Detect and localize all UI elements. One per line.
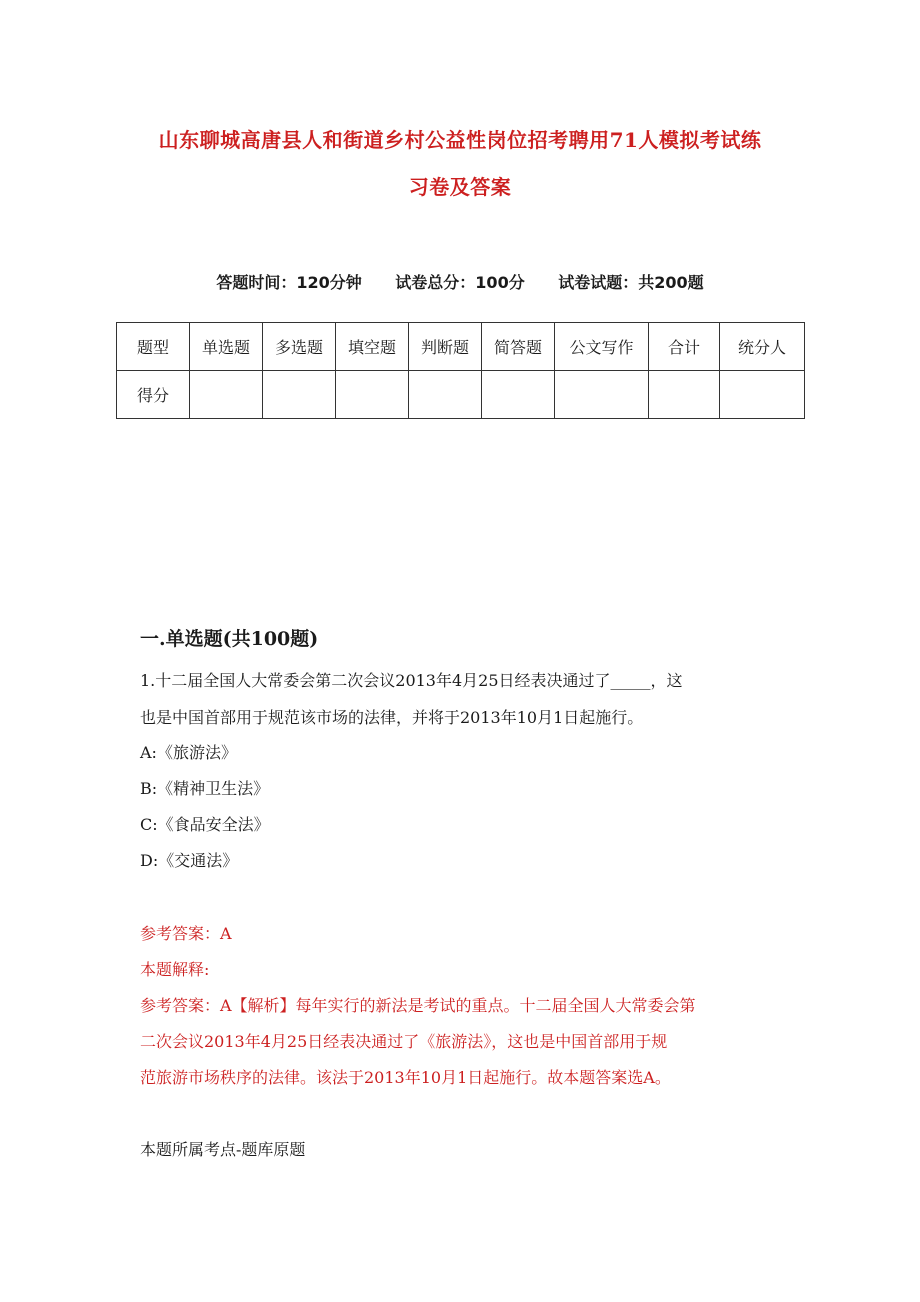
score-table-header: 公文写作 <box>555 323 649 371</box>
explanation-label: 本题解释: <box>140 960 210 979</box>
explanation-line-2: 二次会议2013年4月25日经表决通过了《旅游法》，这也是中国首部用于规 <box>140 1032 668 1051</box>
document-title-line-1: 山东聊城高唐县人和街道乡村公益性岗位招考聘用71人模拟考试练 <box>158 128 762 152</box>
score-cell <box>263 371 336 419</box>
score-table-header-row <box>117 323 805 371</box>
score-cell <box>720 371 805 419</box>
score-table-row <box>117 371 805 419</box>
score-table-header: 单选题 <box>190 323 263 371</box>
score-table-header: 题型 <box>117 323 190 371</box>
score-table <box>116 322 805 419</box>
option-d: D:《交通法》 <box>140 851 239 870</box>
score-cell <box>555 371 649 419</box>
option-c: C:《食品安全法》 <box>140 815 270 834</box>
explanation-line-3: 范旅游市场秩序的法律。该法于2013年10月1日起施行。故本题答案选A。 <box>140 1068 671 1087</box>
document-title-line-2: 习卷及答案 <box>408 175 512 199</box>
score-cell <box>190 371 263 419</box>
question-text-line-2: 也是中国首部用于规范该市场的法律，并将于2013年10月1日起施行。 <box>140 708 644 727</box>
score-table-header: 多选题 <box>263 323 336 371</box>
exam-time: 答题时间：120分钟 <box>216 273 362 292</box>
explanation-line-1: 参考答案：A【解析】每年实行的新法是考试的重点。十二届全国人大常委会第 <box>140 996 696 1015</box>
exam-meta <box>0 270 920 293</box>
topic-note: 本题所属考点-题库原题 <box>140 1140 306 1159</box>
score-cell <box>649 371 720 419</box>
section-title: 一.单选题(共100题) <box>140 628 319 650</box>
exam-question-count: 试卷试题：共200题 <box>558 273 704 292</box>
question-text-line-1: 1.十二届全国人大常委会第二次会议2013年4月25日经表决通过了_____，这 <box>140 671 683 690</box>
score-table-header: 简答题 <box>482 323 555 371</box>
score-table-header: 统分人 <box>720 323 805 371</box>
score-cell <box>482 371 555 419</box>
score-table-header: 填空题 <box>336 323 409 371</box>
exam-total-score: 试卷总分：100分 <box>395 273 525 292</box>
score-cell <box>409 371 482 419</box>
reference-answer: 参考答案：A <box>140 924 232 943</box>
score-table-header: 合计 <box>649 323 720 371</box>
option-a: A:《旅游法》 <box>140 743 237 762</box>
score-cell <box>336 371 409 419</box>
score-row-label: 得分 <box>117 371 190 419</box>
score-table-header: 判断题 <box>409 323 482 371</box>
option-b: B:《精神卫生法》 <box>140 779 270 798</box>
